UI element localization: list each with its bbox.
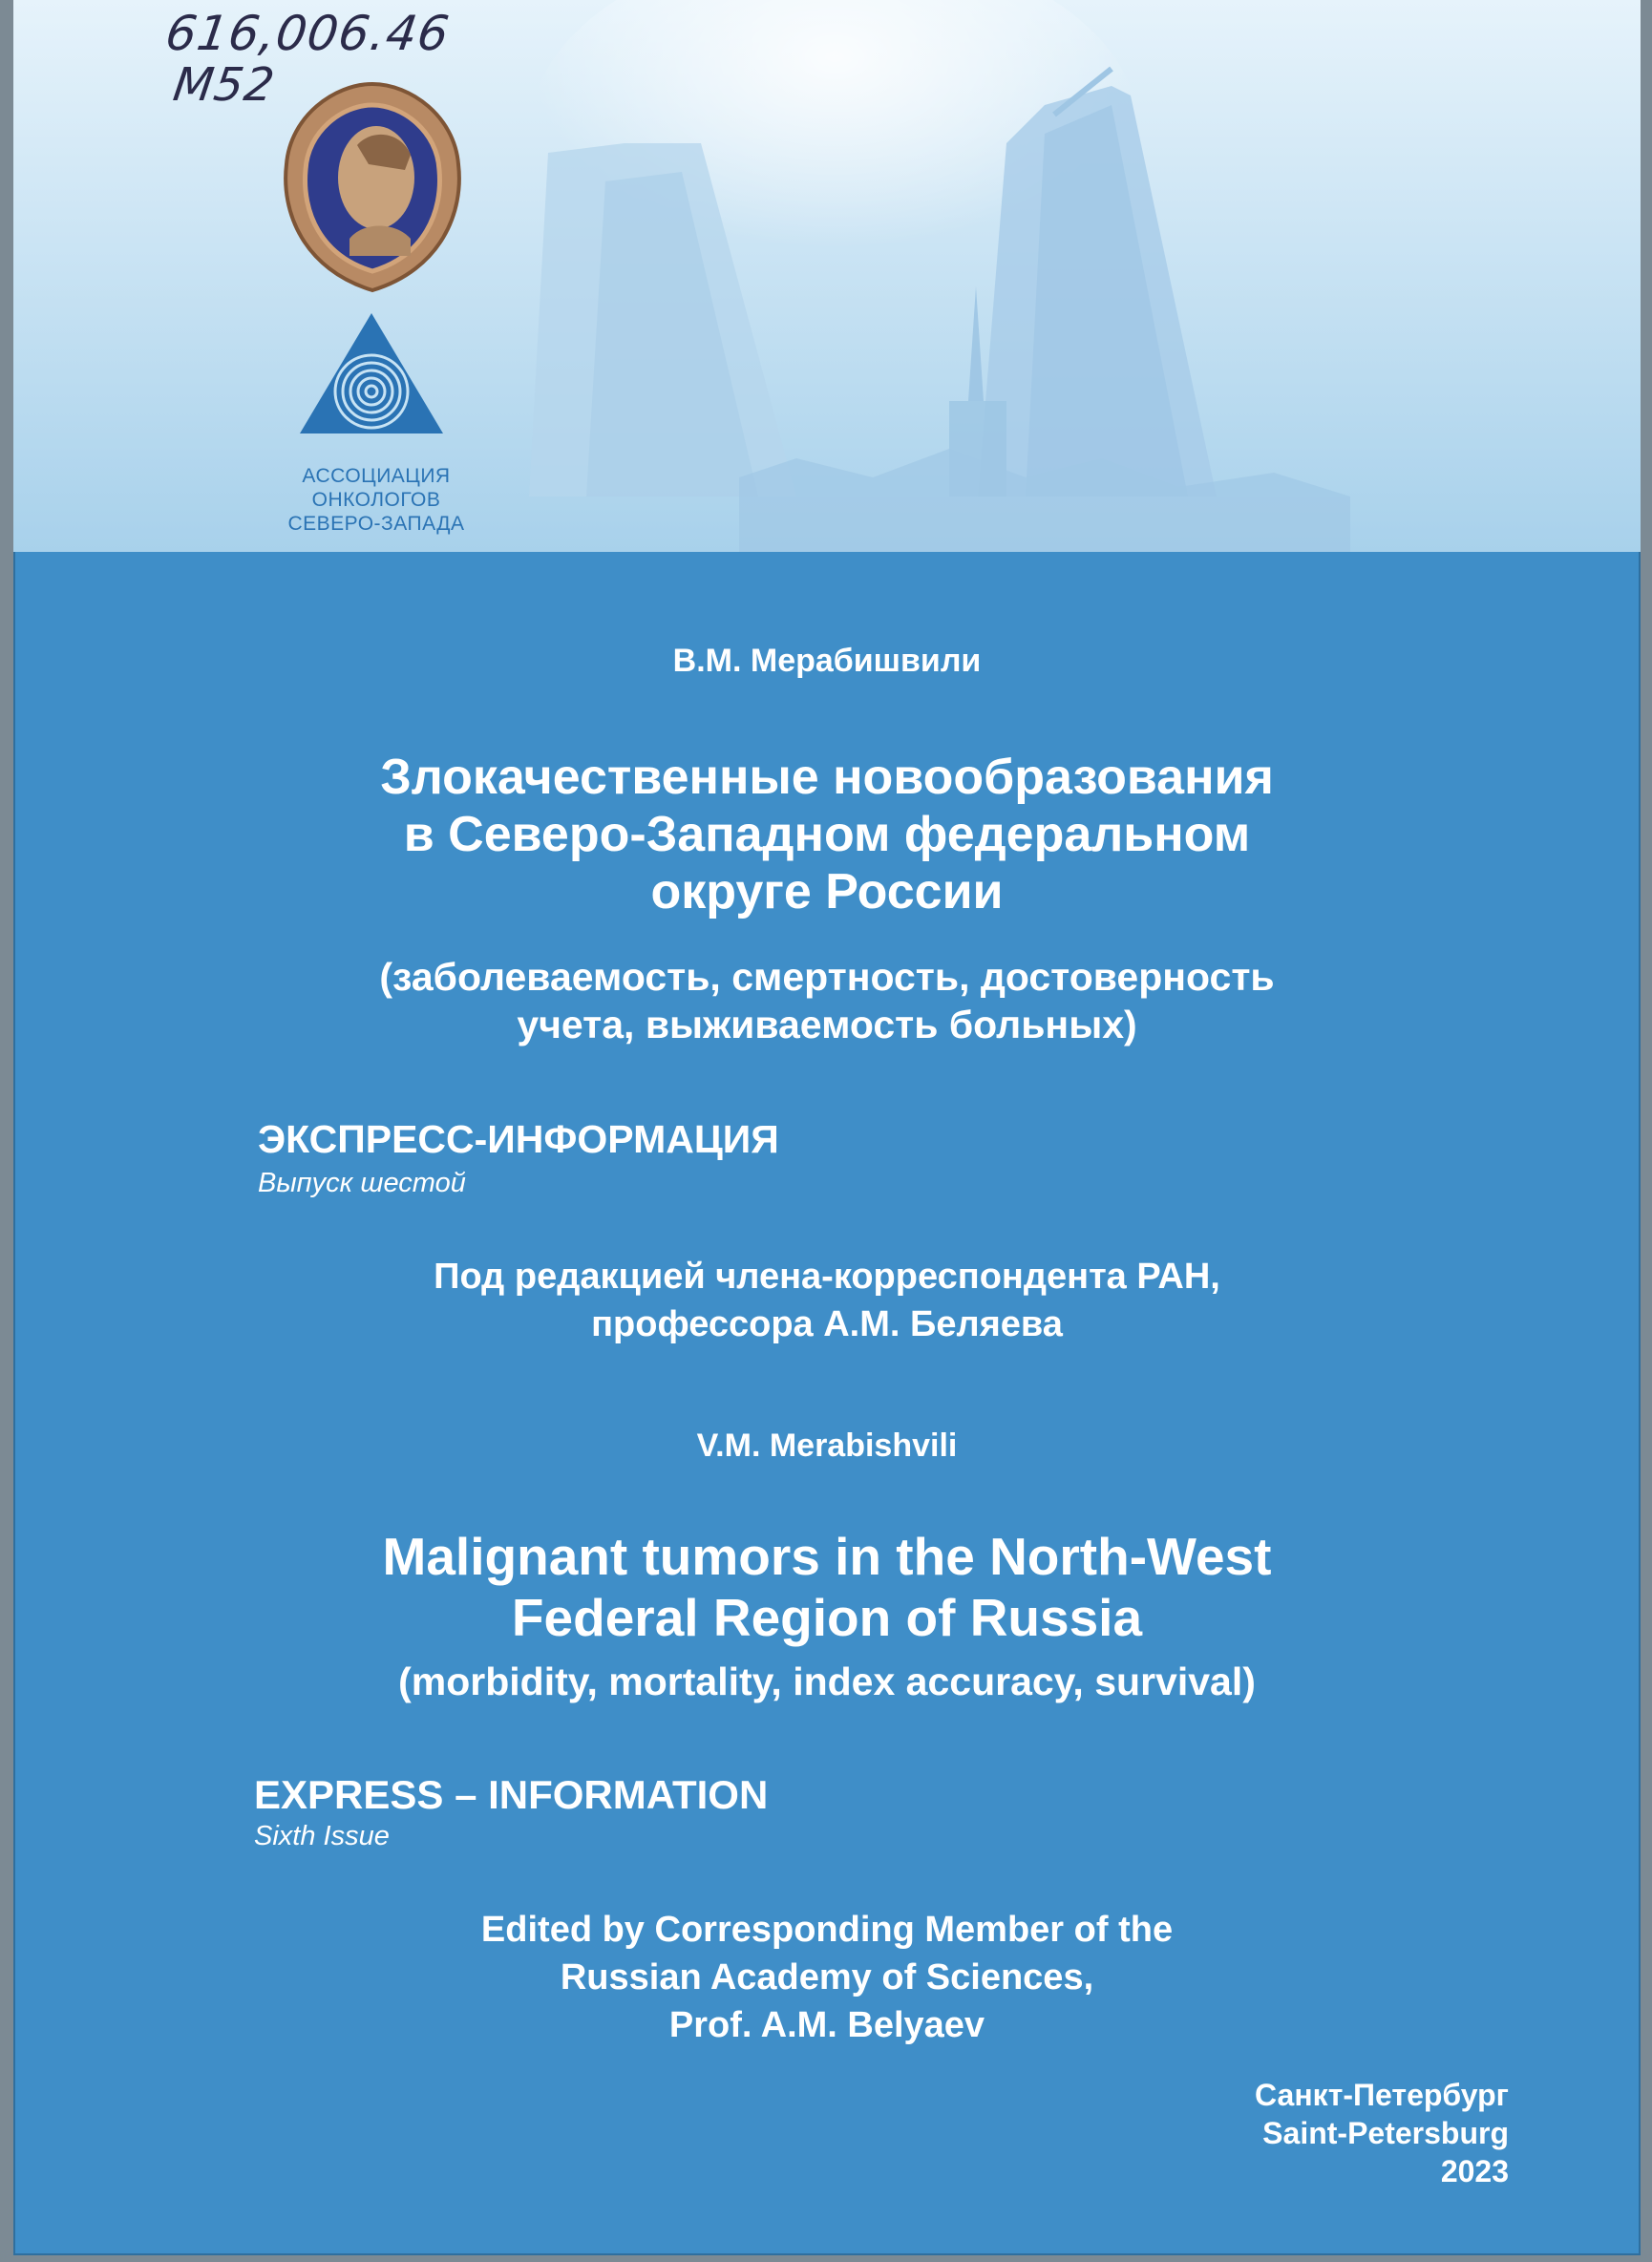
subtitle-en: (morbidity, mortality, index accuracy, survival) xyxy=(398,1660,1256,1703)
organization-line1: АССОЦИАЦИЯ xyxy=(302,465,451,487)
organization-line2: ОНКОЛОГОВ xyxy=(311,489,441,511)
editor-en-line1: Edited by Corresponding Member of the xyxy=(480,1910,1174,1950)
book-cover xyxy=(13,0,1641,2255)
call-number-line2: M52 xyxy=(170,58,279,112)
title-en-line1: Malignant tumors in the North-West xyxy=(382,1527,1272,1586)
series-en: EXPRESS – INFORMATION xyxy=(254,1772,769,1817)
editor-en-line2: Russian Academy of Sciences, xyxy=(560,1957,1094,1998)
title-ru-line1: Злокачественные новообразования xyxy=(380,750,1274,805)
imprint-city-en: Saint-Petersburg xyxy=(1262,2116,1509,2150)
editor-en xyxy=(157,1906,1497,2049)
cover-top-photo-panel xyxy=(13,0,1641,552)
organization-name xyxy=(262,464,491,536)
series-ru: ЭКСПРЕСС-ИНФОРМАЦИЯ xyxy=(258,1117,779,1161)
organization-line3: СЕВЕРО-ЗАПАДА xyxy=(287,513,465,535)
issue-ru: Выпуск шестой xyxy=(258,1168,466,1198)
title-ru xyxy=(157,749,1497,920)
author-ru: В.М. Мерабишвили xyxy=(672,643,982,679)
editor-ru-line1: Под редакцией члена-корреспондента РАН, xyxy=(434,1257,1220,1297)
library-call-number-2 xyxy=(170,57,279,113)
call-number-line1: 616,006.46 xyxy=(161,6,454,61)
subtitle-ru-line1: (заболеваемость, смертность, достоверность xyxy=(379,955,1275,999)
editor-ru-line2: профессора А.М. Беляева xyxy=(591,1304,1063,1344)
bronze-seal-icon xyxy=(277,78,468,298)
subtitle-ru-line2: учета, выживаемость больных) xyxy=(517,1003,1137,1046)
title-en-line2: Federal Region of Russia xyxy=(511,1588,1143,1647)
editor-en-line3: Prof. A.M. Belyaev xyxy=(668,2005,985,2045)
title-en xyxy=(157,1526,1497,1648)
editor-ru xyxy=(157,1253,1497,1348)
imprint-year: 2023 xyxy=(1440,2154,1509,2188)
imprint-city-ru: Санкт-Петербург xyxy=(1255,2078,1509,2112)
issue-en: Sixth Issue xyxy=(254,1821,390,1851)
subtitle-ru xyxy=(157,953,1497,1048)
title-ru-line3: округе России xyxy=(650,864,1004,920)
imprint xyxy=(1255,2076,1509,2190)
title-ru-line2: в Северо-Западном федеральном xyxy=(403,807,1251,862)
concentric-triangle-logo-icon xyxy=(298,311,445,435)
library-call-number xyxy=(162,6,453,61)
author-en: V.M. Merabishvili xyxy=(696,1427,958,1464)
